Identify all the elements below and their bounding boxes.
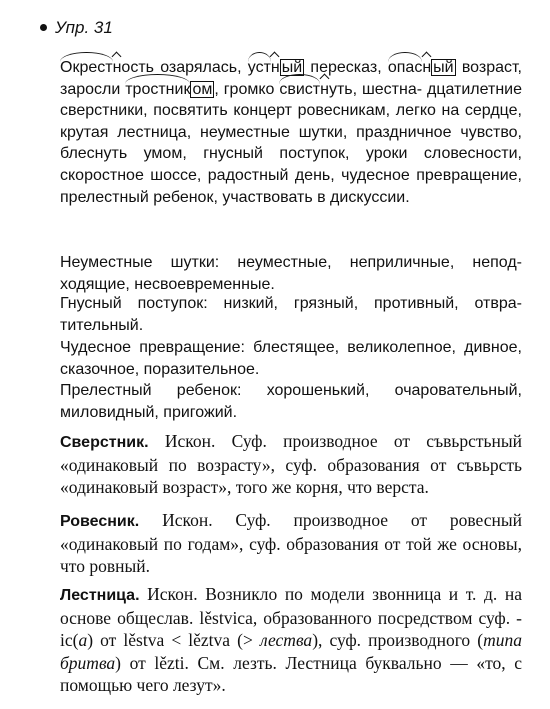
exercise-header [40,18,113,38]
ending-box: ом [192,80,213,98]
ending-box: ый [433,59,454,76]
ending-box: ый [281,59,303,76]
root-mark: уст [248,57,271,79]
entry-text: Искон. Суф. производное от съвьрстьный «одинаковый по возрасту», суф. образования от съвьрсть «одинаковый возраст», того же корня, что верста. [60,431,523,498]
bullet-icon [40,24,47,31]
entry-term: Лестница. [60,587,140,604]
synonym-paragraph: Гнусный поступок: низкий, грязный, противный, отвратительный. [60,295,522,334]
root-mark: опас [388,57,422,79]
exercise-text: Окрестность озарялась, устн ый пересказ, опасн ый возраст, заросли тростник ом , громко свистнуть, шестна- дцатилетние сверстники, посвятить концерт ровесникам, легко на сердце, крутая лестница, неуместные шутки, праздничное чувство, блеснуть умом, гнусный поступок, уроки словесности, скоростное шоссе, радостный день, чудесное превращение, прелестный ребенок, участвовать в дискуссии. [60,59,522,206]
suffix-mark: н [271,57,280,79]
entry-text: Искон. Суф. производное от ровесный «одинаковый по годам», суф. образования от той же основы, что ровный. [60,510,523,577]
exercise-label: Упр. 31 [55,18,113,37]
etymology-entry [60,430,522,499]
synonym-paragraph: Чудесное превращение: блестящее, великолепное, дивное, сказочное, поразительное. [60,339,522,378]
etymology-entry [60,583,522,696]
entry-term: Сверстник. [60,434,149,451]
root-mark: тростник [125,79,190,101]
suffix-mark: н [113,57,122,79]
suffix-mark: н [320,79,329,101]
entry-term: Ровесник. [60,513,140,530]
entry-text: Искон. Возникло по модели звонница и т. д. на основе общеслав. lěstvica, образованного посредством суф. -ic(a) от lěstva < lěztva (> лества), суф. производного (типа бритва) от lězti. См. лезть. Лестница буквально — «то, с помощью чего лезут». [60,584,522,695]
synonym-paragraph: Неуместные шутки: неуместные, неприличные, неподходящие, несвоевременные. [60,254,522,293]
synonym-paragraph: Прелестный ребенок: хорошенький, очаровательный, миловидный, пригожий. [60,382,522,421]
suffix-mark: н [422,57,431,79]
etymology-entry [60,509,522,578]
root-mark: Окрест [60,57,113,79]
root-mark: свист [279,79,320,101]
